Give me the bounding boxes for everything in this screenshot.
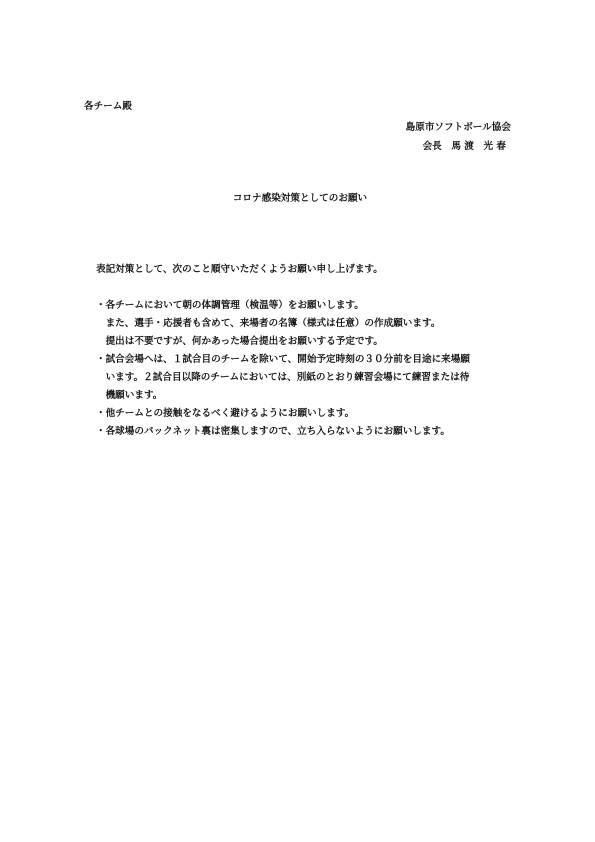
body-line-4: ・試合会場へは、１試合目のチームを除いて、開始予定時刻の３０分前を目途に来場願 — [96, 354, 470, 365]
body-line-5: います。２試合目以降のチームにおいては、別紙のとおり練習会場にて練習または待 — [96, 372, 470, 383]
body-line-6: 機願います。 — [96, 390, 163, 401]
body-line-2: また、選手・応援者も含めて、来場者の名簿（様式は任意）の作成願います。 — [96, 318, 441, 329]
addressee: 各チーム殿 — [84, 101, 132, 112]
body-line-1: ・各チームにおいて朝の体調管理（検温等）をお願いします。 — [96, 300, 364, 311]
sender-title-name: 会長 馬 渡 光 春 — [422, 141, 506, 152]
intro-paragraph: 表記対策として、次のこと順守いただくようお願い申し上げます。 — [96, 264, 383, 275]
body-line-3: 提出は不要ですが、何かあった場合提出をお願いする予定です。 — [96, 336, 383, 347]
body-line-8: ・各球場のバックネット裏は密集しますので、立ち入らないようにお願いします。 — [96, 426, 450, 437]
sender-organization: 島原市ソフトボール協会 — [405, 122, 511, 133]
document-subject: コロナ感染対策としてのお願い — [232, 193, 368, 204]
body-line-7: ・他チームとの接触をなるべく避けるようにお願いします。 — [96, 408, 355, 419]
